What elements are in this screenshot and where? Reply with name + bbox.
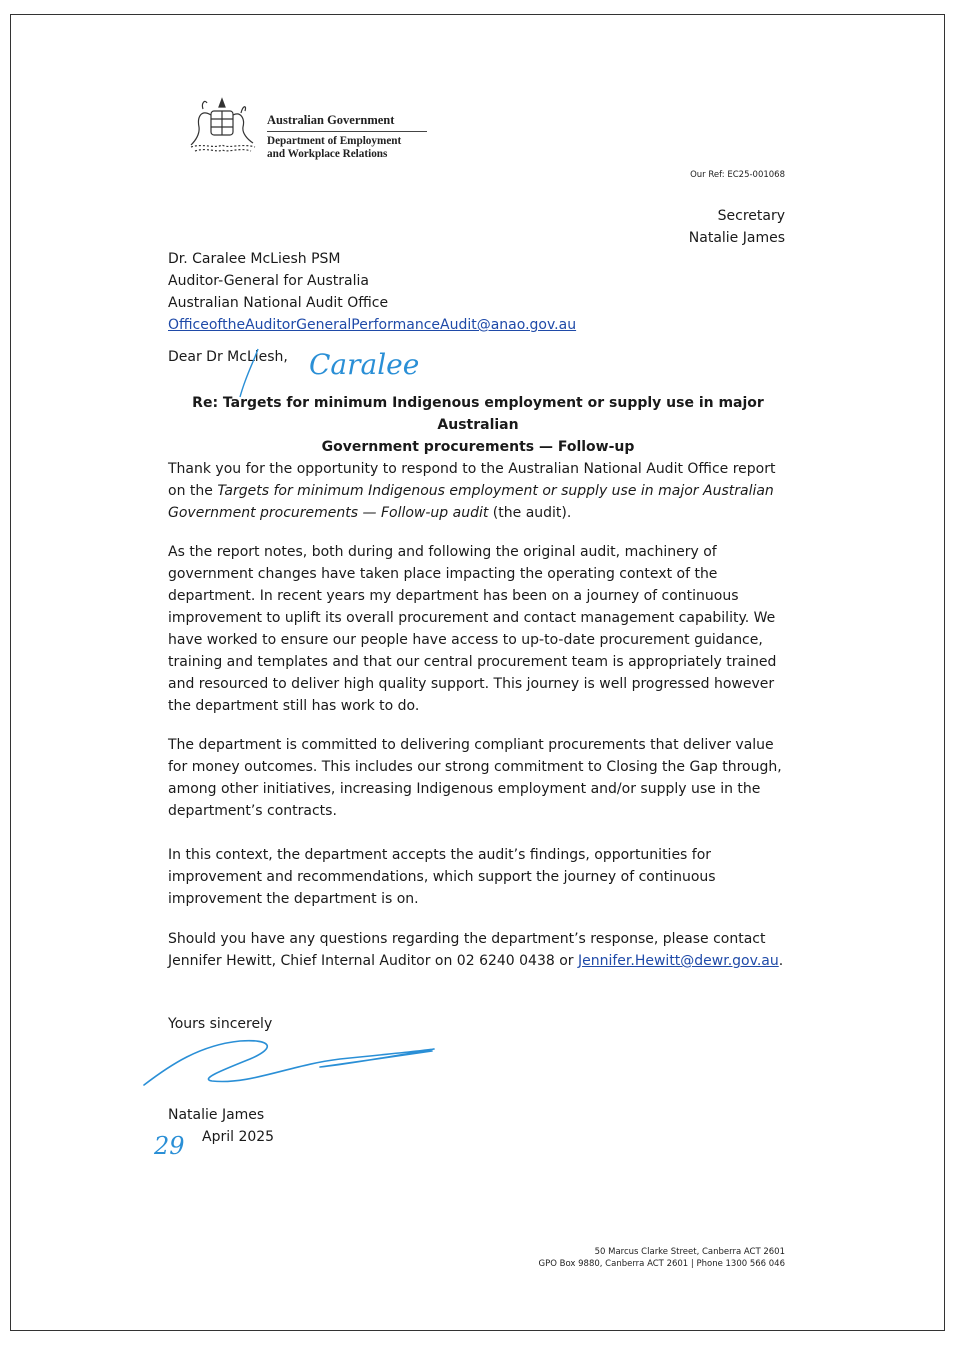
recipient-email-link[interactable]: OfficeoftheAuditorGeneralPerformanceAudit@anao.gov.au [168,317,577,333]
paragraph-4: In this context, the department accepts the audit’s findings, opportunities for improvement and recommendations, which support the journey of continuous improvement the department is on. [168,847,716,907]
recipient-position: Auditor-General for Australia [168,273,369,289]
recipient-name: Dr. Caralee McLiesh PSM [168,251,341,267]
svg-text:Caralee: Caralee [309,348,420,381]
salutation: Dear Dr McLiesh, [168,349,288,365]
recipient-office: Australian National Audit Office [168,295,389,311]
handwritten-day [152,1128,200,1158]
paragraph-3: The department is committed to delivering compliant procurements that deliver value for money outcomes. This includes our strong commitment to Closing the Gap through, among other initiatives, increasing Indigenous employment and/or supply use in the department’s contracts. [168,737,782,819]
contact-email-link[interactable]: Jennifer.Hewitt@dewr.gov.au [578,953,779,969]
paragraph-2: As the report notes, both during and following the original audit, machinery of government changes have taken place impacting the operating context of the department. In recent years my department has been on a journey of continuous improvement to uplift its overall procurement and contact management capability. We have worked to ensure our people have access to up-to-date procurement guidance, training and templates and that our central procurement team is appropriately trained and resourced to deliver high quality support. This journey is well progressed however the department still has work to do. [168,544,777,714]
report-title-italic: Targets for minimum Indigenous employment or supply use in major Australian Government procurements — Follow-up audit [168,483,774,521]
handwritten-first-name [305,342,430,384]
paragraph-5: Should you have any questions regarding the department’s response, please contact Jennifer Hewitt, Chief Internal Auditor on 02 6240 0438 or Jennifer.Hewitt@dewr.gov.au. [168,931,784,969]
recipient-address [168,248,788,336]
coat-of-arms-icon [183,95,261,157]
reference-number: Our Ref: EC25-001068 [690,170,785,180]
footer-postal-phone: GPO Box 9880, Canberra ACT 2601 | Phone 1300 566 046 [538,1259,785,1269]
signature [140,1035,440,1090]
letter-date: April 2025 [202,1129,275,1145]
sender-name: Natalie James [688,230,785,246]
closing: Yours sincerely [168,1016,273,1032]
sender-block [689,205,785,249]
paragraph-1: Thank you for the opportunity to respond to the Australian National Audit Office report on the Targets for minimum Indigenous employment or supply use in major Australian Government procurements — Follow-up audit (the audit). [168,461,776,521]
svg-text:29: 29 [154,1132,185,1158]
footer-street: 50 Marcus Clarke Street, Canberra ACT 2601 [594,1247,785,1257]
footer-address [539,1246,785,1270]
signer-name: Natalie James [168,1107,265,1123]
sender-title: Secretary [717,208,785,224]
government-name: Australian Government [267,113,427,132]
department-name-line2: and Workplace Relations [267,148,388,160]
subject-line: Re: Targets for minimum Indigenous employment or supply use in major Australian Government procurements — Follow-up [192,395,764,455]
department-name-line1: Department of Employment [267,135,402,147]
